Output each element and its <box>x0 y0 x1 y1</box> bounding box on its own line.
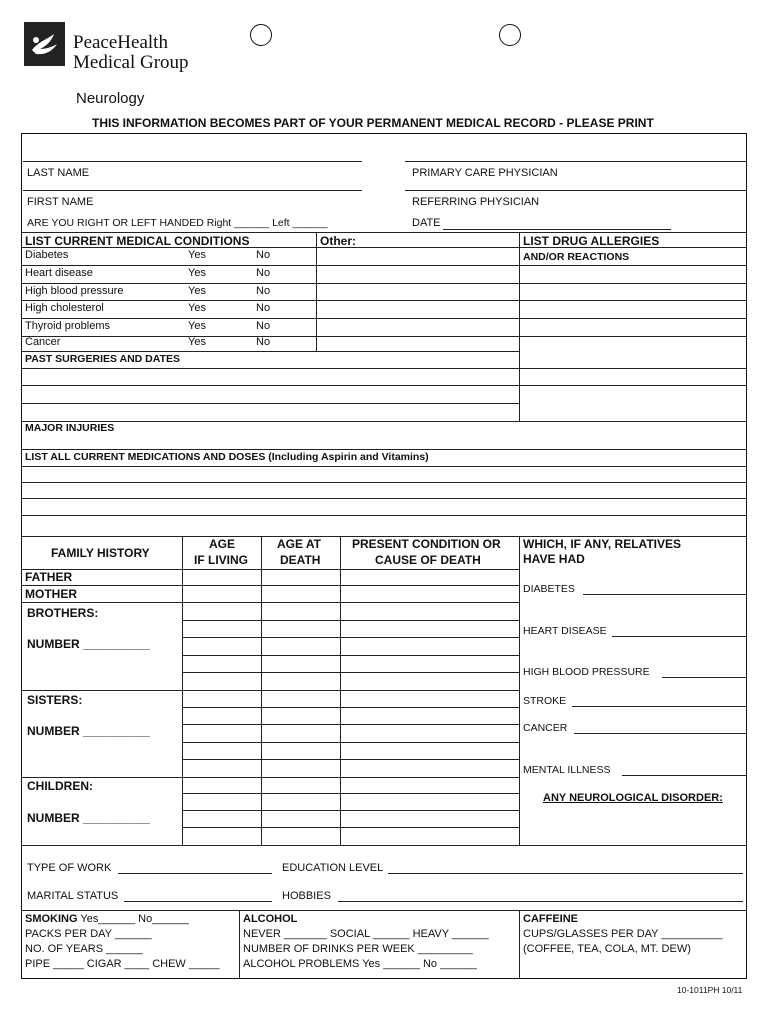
hobbies-field[interactable] <box>338 901 743 902</box>
department-title: Neurology <box>76 90 145 107</box>
condition-yes-option[interactable]: Yes <box>188 267 206 279</box>
condition-yes-option[interactable]: Yes <box>188 336 206 348</box>
caffeine-types: (COFFEE, TEA, COLA, MT. DEW) <box>523 943 691 955</box>
condition-yes-option[interactable]: Yes <box>188 285 206 297</box>
medications-header: LIST ALL CURRENT MEDICATIONS AND DOSES (Including Aspirin and Vitamins) <box>25 451 429 463</box>
condition-name: Cancer <box>25 336 61 348</box>
age-death-header-2: DEATH <box>280 553 321 567</box>
alcohol-drinks: NUMBER OF DRINKS PER WEEK _________ <box>243 943 473 955</box>
first-name-label: FIRST NAME <box>27 196 94 208</box>
relatives-header-2: HAVE HAD <box>523 552 585 566</box>
other-label: Other: <box>320 234 356 248</box>
sisters-label: SISTERS: <box>27 693 83 707</box>
present-condition-header-1: PRESENT CONDITION OR <box>352 537 501 551</box>
alcohol-problems: ALCOHOL PROBLEMS Yes ______ No ______ <box>243 958 477 970</box>
condition-name: Heart disease <box>25 267 93 279</box>
last-name-label: LAST NAME <box>27 167 90 179</box>
brand-subname: Medical Group <box>73 52 189 73</box>
age-death-header-1: AGE AT <box>277 537 321 551</box>
education-field[interactable] <box>388 873 743 874</box>
smoking-line1 <box>25 914 189 925</box>
smoking-title: SMOKING <box>25 913 78 925</box>
mother-label: MOTHER <box>25 587 77 601</box>
type-of-work-field[interactable] <box>118 873 272 874</box>
logo <box>24 22 65 66</box>
children-number: NUMBER __________ <box>27 811 150 825</box>
condition-no-option[interactable]: No <box>256 267 271 279</box>
condition-yes-option[interactable]: Yes <box>188 249 206 261</box>
condition-name: High blood pressure <box>25 285 124 297</box>
marital-status-label: MARITAL STATUS <box>27 890 119 902</box>
children-label: CHILDREN: <box>27 779 93 793</box>
relatives-diabetes: DIABETES <box>523 583 575 595</box>
condition-yes-option[interactable]: Yes <box>188 302 206 314</box>
smoking-pipe: PIPE _____ CIGAR ____ CHEW _____ <box>25 958 220 970</box>
family-history-header: FAMILY HISTORY <box>51 546 150 560</box>
relatives-stroke: STROKE <box>523 695 567 707</box>
alcohol-frequency: NEVER _______ SOCIAL ______ HEAVY ______ <box>243 928 489 940</box>
brand-name: PeaceHealth <box>73 32 168 53</box>
age-living-header-1: AGE <box>209 537 236 551</box>
punch-hole-left <box>250 24 272 46</box>
surgeries-header: PAST SURGERIES AND DATES <box>25 353 180 365</box>
record-notice: THIS INFORMATION BECOMES PART OF YOUR PERMANENT MEDICAL RECORD - PLEASE PRINT <box>92 116 654 130</box>
condition-name: High cholesterol <box>25 302 104 314</box>
caffeine-cups: CUPS/GLASSES PER DAY __________ <box>523 928 723 940</box>
allergies-subheader: AND/OR REACTIONS <box>523 251 630 263</box>
conditions-header: LIST CURRENT MEDICAL CONDITIONS <box>25 234 250 248</box>
education-label: EDUCATION LEVEL <box>282 862 384 874</box>
sisters-number: NUMBER __________ <box>27 724 150 738</box>
dove-icon <box>24 22 65 66</box>
referring-label: REFERRING PHYSICIAN <box>412 196 540 208</box>
relatives-header-1: WHICH, IF ANY, RELATIVES <box>523 537 682 551</box>
caffeine-title: CAFFEINE <box>523 913 578 925</box>
brothers-number: NUMBER __________ <box>27 637 150 651</box>
condition-no-option[interactable]: No <box>256 249 271 261</box>
relatives-heart: HEART DISEASE <box>523 625 607 637</box>
smoking-years: NO. OF YEARS ______ <box>25 943 143 955</box>
relatives-neuro: ANY NEUROLOGICAL DISORDER: <box>543 792 723 804</box>
condition-name: Thyroid problems <box>25 320 110 332</box>
type-of-work-label: TYPE OF WORK <box>27 862 112 874</box>
relatives-cancer: CANCER <box>523 722 568 734</box>
injuries-header: MAJOR INJURIES <box>25 422 115 434</box>
brothers-label: BROTHERS: <box>27 606 99 620</box>
condition-no-option[interactable]: No <box>256 285 271 297</box>
smoking-packs: PACKS PER DAY ______ <box>25 928 152 940</box>
relatives-hbp: HIGH BLOOD PRESSURE <box>523 666 650 678</box>
primary-care-label: PRIMARY CARE PHYSICIAN <box>412 167 558 179</box>
allergies-header: LIST DRUG ALLERGIES <box>523 234 660 248</box>
handedness-question: ARE YOU RIGHT OR LEFT HANDED Right ______ Left ______ <box>27 217 328 229</box>
form-code: 10-1011PH 10/11 <box>677 985 743 995</box>
marital-status-field[interactable] <box>124 901 272 902</box>
father-label: FATHER <box>25 570 73 584</box>
alcohol-title: ALCOHOL <box>243 913 298 925</box>
condition-name: Diabetes <box>25 249 69 261</box>
condition-no-option[interactable]: No <box>256 302 271 314</box>
present-condition-header-2: CAUSE OF DEATH <box>375 553 481 567</box>
hobbies-label: HOBBIES <box>282 890 331 902</box>
punch-hole-right <box>499 24 521 46</box>
date-field[interactable] <box>443 229 671 230</box>
condition-no-option[interactable]: No <box>256 320 271 332</box>
relatives-mental: MENTAL ILLNESS <box>523 764 611 776</box>
age-living-header-2: IF LIVING <box>194 553 248 567</box>
condition-yes-option[interactable]: Yes <box>188 320 206 332</box>
smoking-yes-no: Yes______ No______ <box>80 913 189 925</box>
date-label: DATE <box>412 217 441 229</box>
condition-no-option[interactable]: No <box>256 336 271 348</box>
